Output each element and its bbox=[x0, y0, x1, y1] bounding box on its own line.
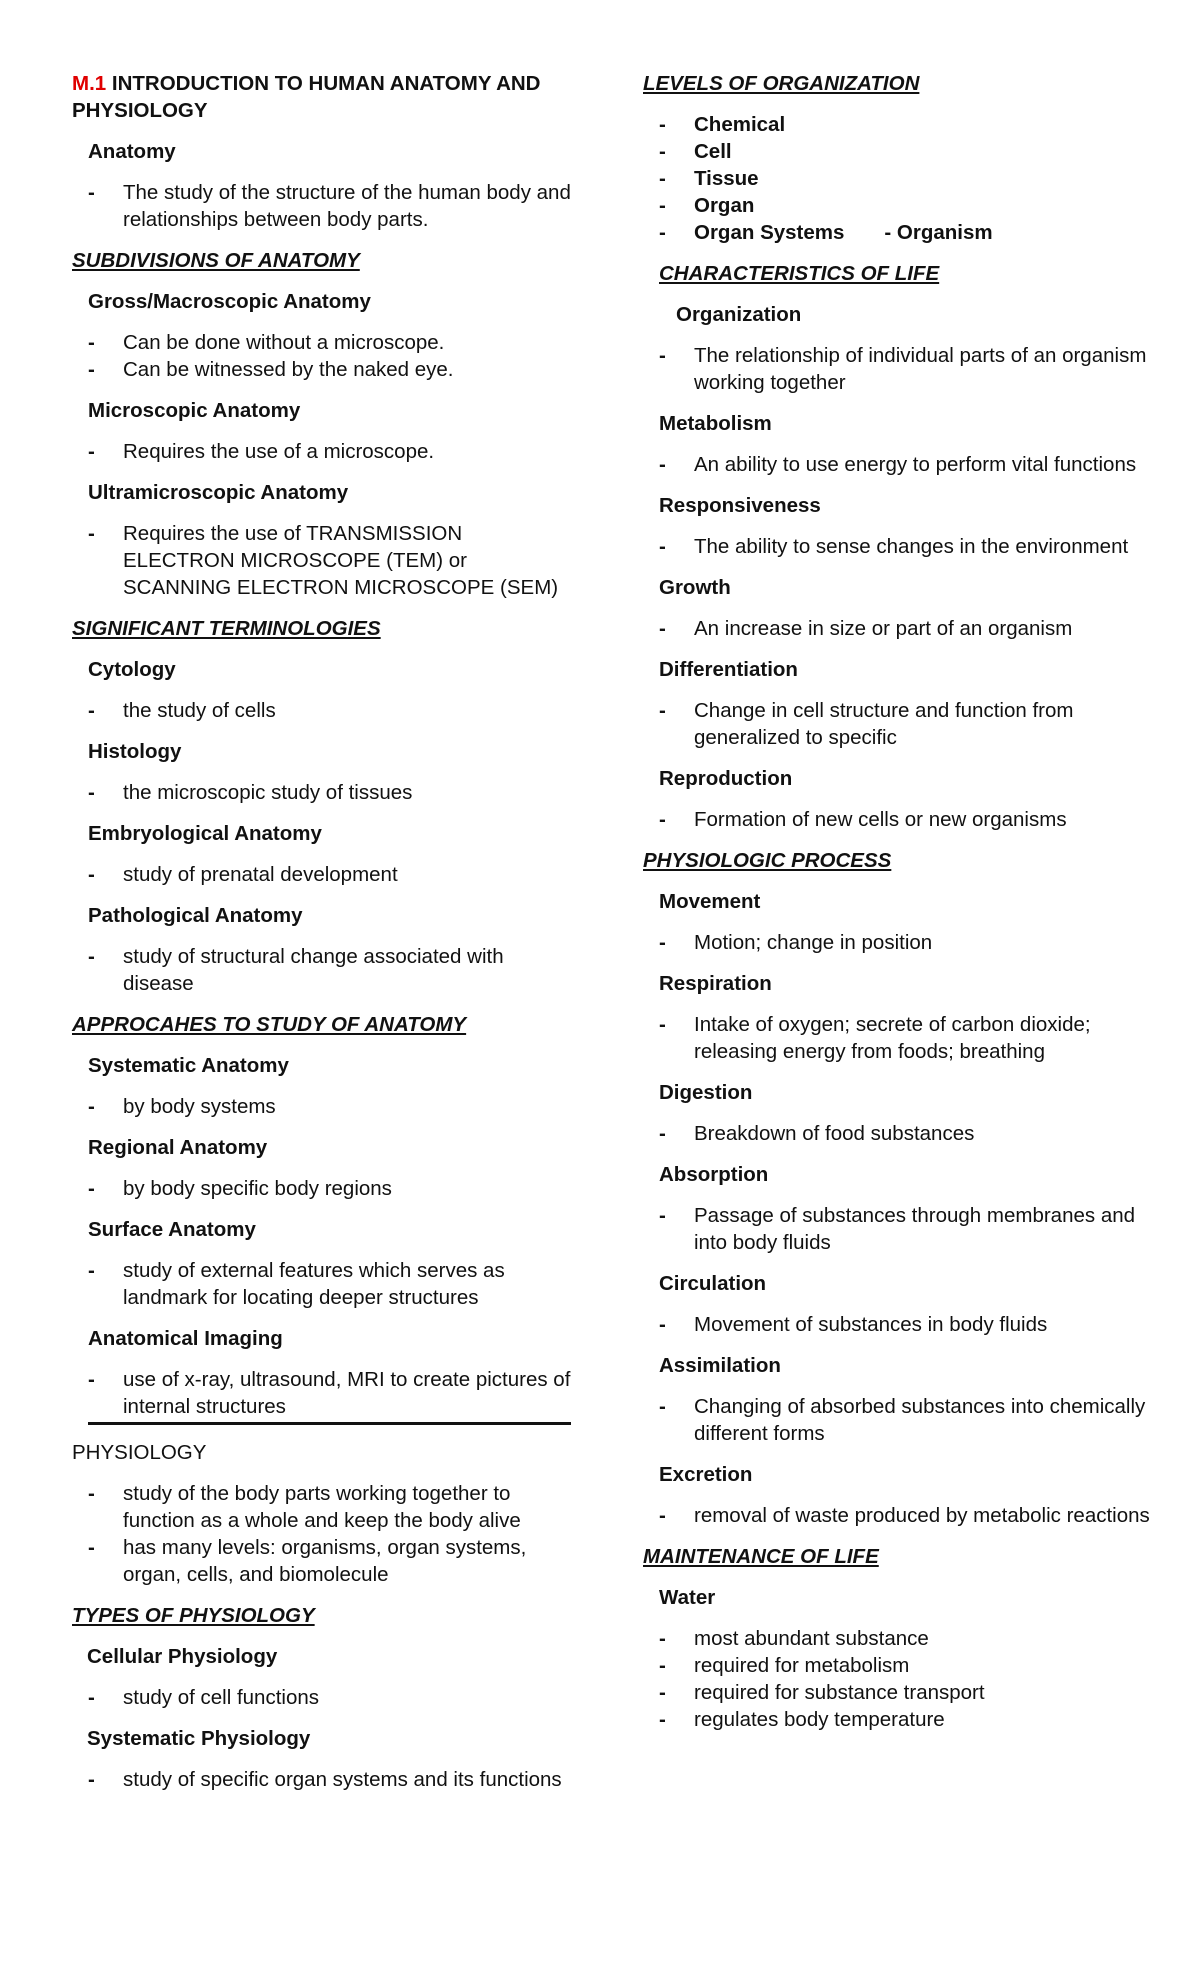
ultramicroscopic-anatomy-list bbox=[72, 520, 577, 601]
list-item: - The ability to sense changes in the environment bbox=[659, 535, 1129, 558]
reproduction-heading: Reproduction bbox=[659, 767, 793, 790]
title-text: INTRODUCTION TO HUMAN ANATOMY AND PHYSIOLOGY bbox=[72, 72, 541, 122]
ultramicroscopic-anatomy-heading: Ultramicroscopic Anatomy bbox=[88, 481, 349, 504]
anatomical-imaging-heading: Anatomical Imaging bbox=[88, 1327, 283, 1350]
embryological-anatomy-list bbox=[72, 861, 577, 888]
characteristics-title: CHARACTERISTICS OF LIFE bbox=[659, 262, 940, 285]
list-item: - regulates body temperature bbox=[659, 1708, 945, 1731]
growth-heading: Growth bbox=[659, 576, 731, 599]
levels-title: LEVELS OF ORGANIZATION bbox=[643, 72, 920, 95]
list-item: - by body systems bbox=[88, 1095, 276, 1118]
anatomy-list bbox=[72, 179, 577, 233]
document-title bbox=[72, 70, 577, 124]
list-item: - Tissue bbox=[659, 167, 759, 190]
module-code: M.1 bbox=[72, 72, 107, 95]
water-list bbox=[643, 1625, 1163, 1733]
excretion-heading: Excretion bbox=[659, 1463, 753, 1486]
list-item: - study of the body parts working together to function as a whole and keep the body alive bbox=[88, 1482, 521, 1532]
gross-anatomy-list bbox=[72, 329, 577, 383]
list-item: - Can be witnessed by the naked eye. bbox=[88, 358, 454, 381]
list-item: - Chemical bbox=[659, 113, 786, 136]
list-item: - study of external features which serves as landmark for locating deeper structures bbox=[88, 1259, 505, 1309]
regional-anatomy-heading: Regional Anatomy bbox=[88, 1136, 268, 1159]
list-item: - Organ Systems - Organism bbox=[659, 221, 993, 244]
responsiveness-list bbox=[643, 533, 1163, 560]
list-item: - use of x-ray, ultrasound, MRI to create pictures of internal structures bbox=[88, 1368, 571, 1418]
anatomy-heading: Anatomy bbox=[88, 140, 176, 163]
movement-list bbox=[643, 929, 1163, 956]
circulation-list bbox=[643, 1311, 1163, 1338]
differentiation-heading: Differentiation bbox=[659, 658, 798, 681]
organization-heading: Organization bbox=[676, 303, 802, 326]
physiologic-process-title: PHYSIOLOGIC PROCESS bbox=[643, 849, 892, 872]
pathological-anatomy-heading: Pathological Anatomy bbox=[88, 904, 303, 927]
approaches-title: APPROCAHES TO STUDY OF ANATOMY bbox=[72, 1013, 467, 1036]
excretion-list bbox=[643, 1502, 1163, 1529]
list-item: - Changing of absorbed substances into chemically different forms bbox=[659, 1395, 1146, 1445]
list-item: - required for metabolism bbox=[659, 1654, 910, 1677]
organization-list bbox=[643, 342, 1163, 396]
list-item: - Change in cell structure and function from generalized to specific bbox=[659, 699, 1074, 749]
list-item: - The relationship of individual parts of an organism working together bbox=[659, 344, 1147, 394]
circulation-heading: Circulation bbox=[659, 1272, 767, 1295]
surface-anatomy-heading: Surface Anatomy bbox=[88, 1218, 256, 1241]
list-item: - Passage of substances through membranes and into body fluids bbox=[659, 1204, 1136, 1254]
list-item: - the study of cells bbox=[88, 699, 276, 722]
types-of-physiology-title: TYPES OF PHYSIOLOGY bbox=[72, 1604, 315, 1627]
cellular-physiology-list bbox=[72, 1684, 577, 1711]
list-item: - Organ bbox=[659, 194, 755, 217]
list-item: - Movement of substances in body fluids bbox=[659, 1313, 1048, 1336]
respiration-heading: Respiration bbox=[659, 972, 772, 995]
differentiation-list bbox=[643, 697, 1163, 751]
list-item: - An increase in size or part of an organism bbox=[659, 617, 1073, 640]
reproduction-list bbox=[643, 806, 1163, 833]
movement-heading: Movement bbox=[659, 890, 761, 913]
right-column bbox=[643, 70, 1163, 1747]
left-column bbox=[72, 70, 577, 1807]
list-item: - study of prenatal development bbox=[88, 863, 398, 886]
list-item: - An ability to use energy to perform vital functions bbox=[659, 453, 1137, 476]
responsiveness-heading: Responsiveness bbox=[659, 494, 821, 517]
list-item: - study of specific organ systems and its functions bbox=[88, 1768, 562, 1791]
list-item: - by body specific body regions bbox=[88, 1177, 392, 1200]
microscopic-anatomy-heading: Microscopic Anatomy bbox=[88, 399, 301, 422]
subdivisions-title: SUBDIVISIONS OF ANATOMY bbox=[72, 249, 360, 272]
list-item: - has many levels: organisms, organ systems, organ, cells, and biomolecule bbox=[88, 1536, 527, 1586]
cytology-list bbox=[72, 697, 577, 724]
digestion-list bbox=[643, 1120, 1163, 1147]
list-item: - removal of waste produced by metabolic reactions bbox=[659, 1504, 1150, 1527]
metabolism-heading: Metabolism bbox=[659, 412, 772, 435]
list-item: - Motion; change in position bbox=[659, 931, 933, 954]
organism-level: - Organism bbox=[884, 221, 993, 244]
list-item: - Cell bbox=[659, 140, 732, 163]
physiology-list bbox=[72, 1480, 577, 1588]
respiration-list bbox=[643, 1011, 1163, 1065]
systematic-anatomy-heading: Systematic Anatomy bbox=[88, 1054, 289, 1077]
list-item: - the microscopic study of tissues bbox=[88, 781, 413, 804]
list-item: - required for substance transport bbox=[659, 1681, 985, 1704]
cellular-physiology-heading: Cellular Physiology bbox=[87, 1645, 278, 1668]
pathological-anatomy-list bbox=[72, 943, 577, 997]
list-item: - Breakdown of food substances bbox=[659, 1122, 975, 1145]
absorption-list bbox=[643, 1202, 1163, 1256]
surface-anatomy-list bbox=[72, 1257, 577, 1311]
assimilation-list bbox=[643, 1393, 1163, 1447]
list-item: - The study of the structure of the human body and relationships between body parts. bbox=[88, 181, 571, 231]
water-heading: Water bbox=[659, 1586, 716, 1609]
systematic-anatomy-list bbox=[72, 1093, 577, 1120]
list-item: - Can be done without a microscope. bbox=[88, 331, 445, 354]
histology-list bbox=[72, 779, 577, 806]
terminologies-title: SIGNIFICANT TERMINOLOGIES bbox=[72, 617, 381, 640]
digestion-heading: Digestion bbox=[659, 1081, 753, 1104]
embryological-anatomy-heading: Embryological Anatomy bbox=[88, 822, 322, 845]
microscopic-anatomy-list bbox=[72, 438, 577, 465]
cytology-heading: Cytology bbox=[88, 658, 176, 681]
metabolism-list bbox=[643, 451, 1163, 478]
gross-anatomy-heading: Gross/Macroscopic Anatomy bbox=[88, 290, 371, 313]
list-item: - Formation of new cells or new organisms bbox=[659, 808, 1067, 831]
histology-heading: Histology bbox=[88, 740, 182, 763]
systematic-physiology-heading: Systematic Physiology bbox=[87, 1727, 311, 1750]
maintenance-title: MAINTENANCE OF LIFE bbox=[643, 1545, 879, 1568]
absorption-heading: Absorption bbox=[659, 1163, 769, 1186]
regional-anatomy-list bbox=[72, 1175, 577, 1202]
assimilation-heading: Assimilation bbox=[659, 1354, 781, 1377]
levels-list bbox=[643, 111, 1163, 246]
anatomical-imaging-list bbox=[72, 1366, 577, 1420]
list-item: - Intake of oxygen; secrete of carbon dioxide; releasing energy from foods; breathing bbox=[659, 1013, 1091, 1063]
physiology-title: PHYSIOLOGY bbox=[72, 1441, 207, 1464]
list-item: - Requires the use of TRANSMISSION ELECTRON MICROSCOPE (TEM) or SCANNING ELECTRON MICROSCOPE (SEM) bbox=[88, 522, 559, 599]
list-item: - Requires the use of a microscope. bbox=[88, 440, 435, 463]
growth-list bbox=[643, 615, 1163, 642]
list-item: - most abundant substance bbox=[659, 1627, 929, 1650]
list-item: - study of cell functions bbox=[88, 1686, 319, 1709]
systematic-physiology-list bbox=[72, 1766, 577, 1793]
list-item: - study of structural change associated with disease bbox=[88, 945, 504, 995]
section-divider bbox=[88, 1422, 571, 1425]
